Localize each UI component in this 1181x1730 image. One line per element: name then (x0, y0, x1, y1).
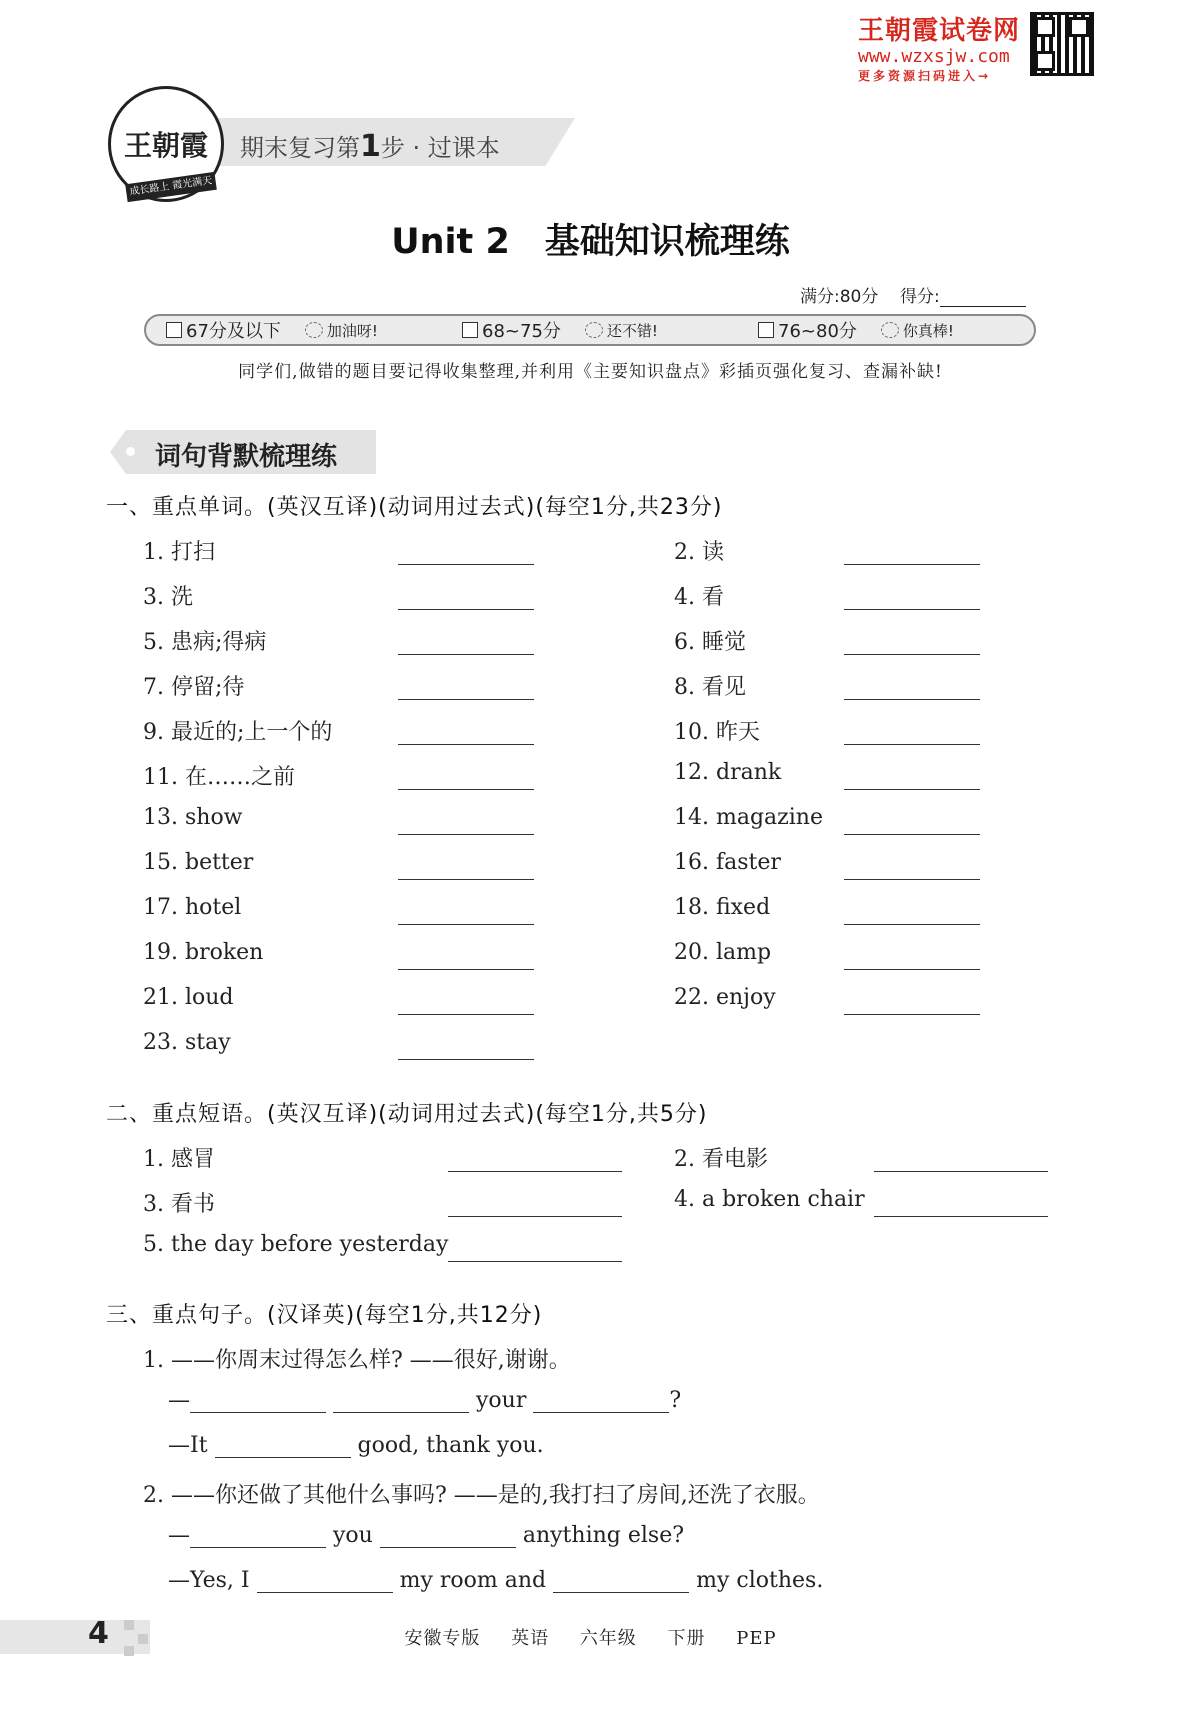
answer-blank[interactable] (874, 1171, 1048, 1172)
grade-bar (144, 314, 1036, 346)
checkbox-icon[interactable] (166, 322, 182, 338)
answer-blank[interactable] (257, 1570, 393, 1593)
sentence-word: —Yes, I (168, 1568, 250, 1593)
word-item: 11. 在……之前 (143, 765, 295, 790)
answer-blank[interactable] (333, 1390, 469, 1413)
answer-blank[interactable] (448, 1261, 622, 1262)
word-item: 17. hotel (143, 895, 242, 920)
answer-blank[interactable] (398, 744, 534, 745)
answer-blank[interactable] (844, 699, 980, 700)
sentence-word: my clothes. (696, 1568, 824, 1593)
dash: — (168, 1523, 190, 1548)
word-item: 4. 看 (674, 585, 724, 610)
brand-tip: 更多资源扫码进入→ (858, 69, 992, 83)
answer-blank[interactable] (844, 879, 980, 880)
footer-publisher: PEP (736, 1628, 777, 1649)
step-banner (240, 128, 500, 164)
smiley-icon (585, 322, 603, 338)
answer-blank[interactable] (398, 564, 534, 565)
phrase-item: 5. the day before yesterday (143, 1232, 449, 1257)
grade-option[interactable] (442, 317, 738, 343)
part1-heading: 一、重点单词。(英汉互译)(动词用过去式)(每空1分,共23分) (106, 495, 723, 520)
answer-blank[interactable] (844, 609, 980, 610)
grade-cheer: 加油呀! (326, 321, 378, 340)
checkbox-icon[interactable] (462, 322, 478, 338)
word-item: 21. loud (143, 985, 234, 1010)
footer-grade: 六年级 (579, 1628, 637, 1649)
answer-blank[interactable] (844, 969, 980, 970)
smiley-icon (881, 322, 899, 338)
phrase-item: 1. 感冒 (143, 1147, 215, 1172)
footer-info (0, 1624, 1181, 1650)
grade-option[interactable] (738, 317, 1034, 343)
word-item: 18. fixed (674, 895, 771, 920)
sentence-word: my room and (399, 1568, 547, 1593)
step-number: 1 (360, 129, 381, 164)
word-item: 3. 洗 (143, 585, 193, 610)
answer-blank[interactable] (398, 654, 534, 655)
answer-blank[interactable] (398, 834, 534, 835)
word-item: 23. stay (143, 1030, 231, 1055)
dash: — (168, 1388, 190, 1413)
answer-blank[interactable] (553, 1570, 689, 1593)
answer-blank[interactable] (844, 924, 980, 925)
word-item: 9. 最近的;上一个的 (143, 720, 333, 745)
sentence-line (168, 1568, 823, 1593)
grade-cheer: 你真棒! (902, 321, 954, 340)
word-item: 22. enjoy (674, 985, 776, 1010)
answer-blank[interactable] (448, 1171, 622, 1172)
score-line (800, 282, 1026, 307)
answer-blank[interactable] (844, 834, 980, 835)
answer-blank[interactable] (398, 879, 534, 880)
phrase-item: 4. a broken chair (674, 1187, 865, 1212)
sentence-word: you (333, 1523, 373, 1548)
word-item: 12. drank (674, 760, 782, 785)
answer-blank[interactable] (844, 789, 980, 790)
phrase-item: 3. 看书 (143, 1192, 215, 1217)
answer-blank[interactable] (844, 744, 980, 745)
page-number: 4 (88, 1616, 109, 1651)
footer-edition: 安徽专版 (404, 1628, 481, 1649)
brand-block (858, 10, 1028, 84)
answer-blank[interactable] (844, 654, 980, 655)
answer-blank[interactable] (844, 1014, 980, 1015)
answer-blank[interactable] (190, 1525, 326, 1548)
grade-range: 67分及以下 (186, 321, 281, 342)
grade-range: 76~80分 (778, 321, 857, 342)
answer-blank[interactable] (448, 1216, 622, 1217)
part3-heading: 三、重点句子。(汉译英)(每空1分,共12分) (106, 1303, 543, 1328)
answer-blank[interactable] (844, 564, 980, 565)
sentence-word: —It (168, 1433, 208, 1458)
step-suffix: 步 · 过课本 (380, 134, 500, 162)
page-title: Unit 2 基础知识梳理练 (391, 222, 790, 262)
answer-blank[interactable] (398, 924, 534, 925)
smiley-icon (305, 322, 323, 338)
answer-blank[interactable] (398, 789, 534, 790)
checkbox-icon[interactable] (758, 322, 774, 338)
sentence-line (168, 1433, 544, 1458)
word-item: 10. 昨天 (674, 720, 760, 745)
word-item: 5. 患病;得病 (143, 630, 267, 655)
footer-subject: 英语 (511, 1628, 550, 1649)
sentence-prompt: 2. ——你还做了其他什么事吗? ——是的,我打扫了房间,还洗了衣服。 (143, 1483, 820, 1508)
word-item: 16. faster (674, 850, 781, 875)
sentence-word: anything else? (522, 1523, 685, 1548)
grade-cheer: 还不错! (606, 321, 658, 340)
sentence-word: your (476, 1388, 527, 1413)
footer-volume: 下册 (667, 1628, 706, 1649)
part2-heading: 二、重点短语。(英汉互译)(动词用过去式)(每空1分,共5分) (106, 1102, 708, 1127)
word-item: 14. magazine (674, 805, 823, 830)
notice-text: 同学们,做错的题目要记得收集整理,并利用《主要知识盘点》彩插页强化复习、查漏补缺! (238, 362, 943, 382)
answer-blank[interactable] (398, 1059, 534, 1060)
phrase-item: 2. 看电影 (674, 1147, 768, 1172)
sentence-word: good, thank you. (357, 1433, 544, 1458)
answer-blank[interactable] (215, 1435, 351, 1458)
word-item: 8. 看见 (674, 675, 746, 700)
brand-url[interactable]: www.wzxsjw.com (858, 46, 1010, 67)
full-score: 满分:80分 (800, 287, 879, 307)
sentence-prompt: 1. ——你周末过得怎么样? ——很好,谢谢。 (143, 1348, 571, 1373)
grade-option[interactable] (146, 317, 442, 343)
answer-blank[interactable] (398, 699, 534, 700)
step-prefix: 期末复习第 (240, 134, 360, 162)
brand-name: 王朝霞试卷网 (858, 16, 1021, 46)
section-tag: 词句背默梳理练 (155, 442, 338, 472)
word-item: 19. broken (143, 940, 264, 965)
word-item: 7. 停留;待 (143, 675, 245, 700)
sentence-line (168, 1388, 681, 1413)
score-blank[interactable] (940, 292, 1026, 307)
answer-blank[interactable] (398, 609, 534, 610)
dot-icon (126, 447, 135, 456)
answer-blank[interactable] (190, 1390, 326, 1413)
sentence-word: ? (669, 1388, 682, 1413)
logo-ribbon: 成长路上 霞光满天 (125, 172, 217, 202)
answer-blank[interactable] (398, 1014, 534, 1015)
answer-blank[interactable] (874, 1216, 1048, 1217)
word-item: 15. better (143, 850, 254, 875)
word-item: 2. 读 (674, 540, 724, 565)
answer-blank[interactable] (398, 969, 534, 970)
grade-range: 68~75分 (482, 321, 561, 342)
word-item: 13. show (143, 805, 243, 830)
word-item: 6. 睡觉 (674, 630, 746, 655)
got-score-label: 得分: (899, 287, 940, 307)
sentence-line (168, 1523, 684, 1548)
answer-blank[interactable] (380, 1525, 516, 1548)
logo-name: 王朝霞 (123, 129, 208, 162)
word-item: 1. 打扫 (143, 540, 215, 565)
word-item: 20. lamp (674, 940, 772, 965)
qr-code-icon[interactable] (1030, 12, 1094, 76)
answer-blank[interactable] (533, 1390, 669, 1413)
